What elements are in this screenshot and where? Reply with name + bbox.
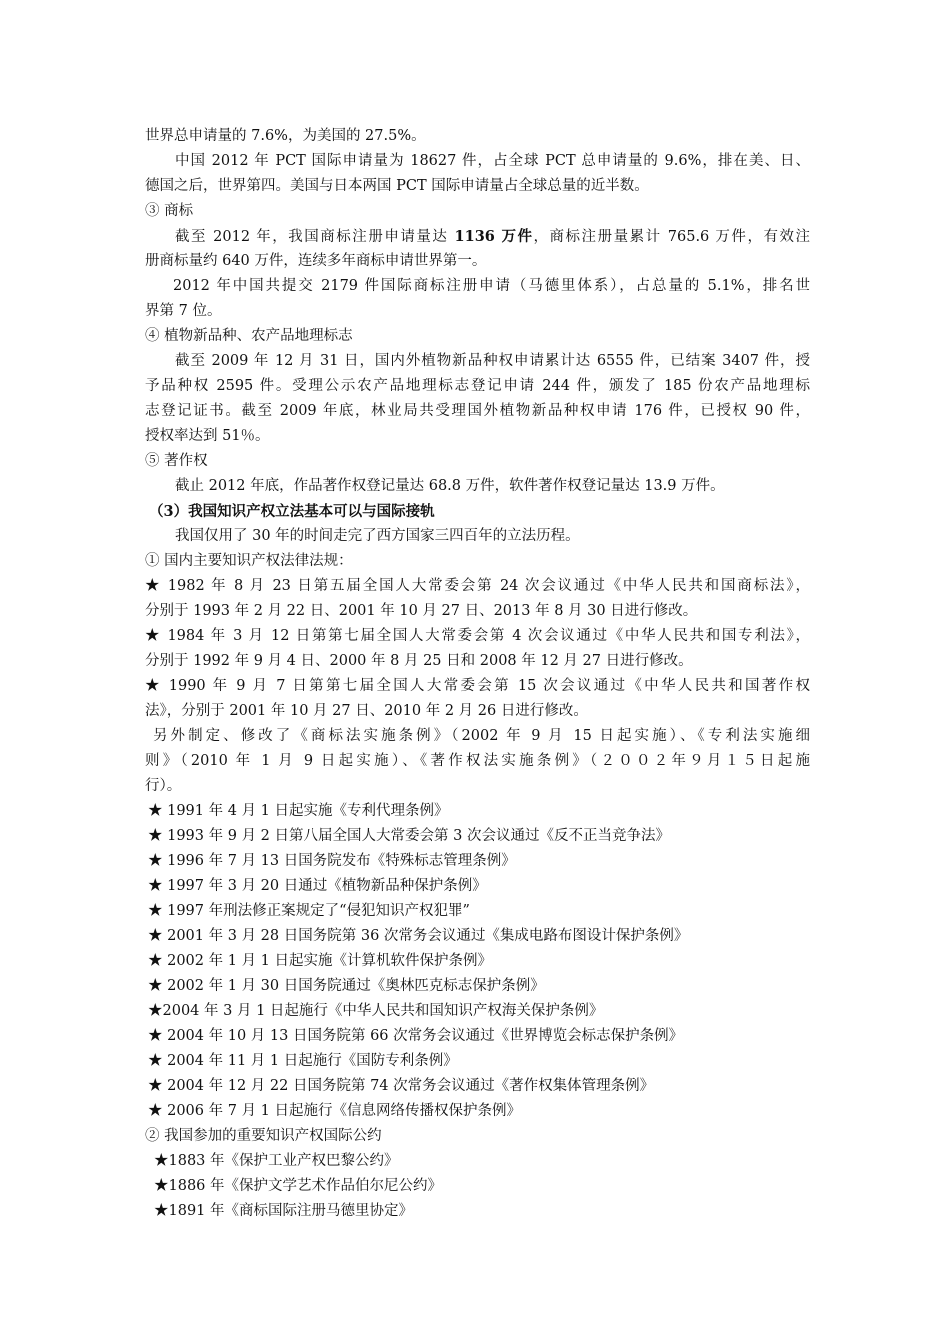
law-item-line: 法》，分别于 2001 年 10 月 27 日、2010 年 2 月 26 日进行修改。: [145, 703, 588, 719]
text-span: ，商标注册量累计 765.6 万件，有效注: [533, 229, 810, 245]
section-title-trademark: ③ 商标: [145, 203, 194, 219]
paragraph-line: 授权率达到 51％。: [145, 428, 270, 444]
subsection-title-domestic-laws: ① 国内主要知识产权法律法规：: [145, 553, 353, 569]
paragraph-line: 中国 2012 年 PCT 国际申请量为 18627 件，占全球 PCT 总申请量的 9.6%，排在美、日、: [175, 153, 810, 169]
list-item: ★ 2002 年 1 月 1 日起实施《计算机软件保护条例》: [148, 953, 493, 969]
list-item: ★1886 年《保护文学艺术作品伯尔尼公约》: [154, 1178, 443, 1194]
list-item: ★ 2004 年 11 月 1 日起施行《国防专利条例》: [148, 1053, 458, 1069]
law-item-line: 分别于 1992 年 9 月 4 日、2000 年 8 月 25 日和 2008 年 12 月 27 日进行修改。: [145, 653, 693, 669]
law-item-line: ★ 1990 年 9 月 7 日第第七届全国人大常委会第 15 次会议通过《中华人民共和国著作权: [145, 678, 810, 694]
paragraph-line: 志登记证书。截至 2009 年底，林业局共受理国外植物新品种权申请 176 件，已授权 90 件，: [145, 403, 810, 419]
highlight-count: 1136 万件: [454, 228, 534, 245]
paragraph-line: 另外制定、修改了《商标法实施条例》（2002 年 9 月 15 日起实施）、《专利法实施细: [153, 728, 810, 744]
subsection-title-intl-conventions: ② 我国参加的重要知识产权国际公约: [145, 1128, 382, 1144]
paragraph-line: 册商标量约 640 万件，连续多年商标申请世界第一。: [145, 253, 487, 269]
list-item: ★ 1996 年 7 月 13 日国务院发布《特殊标志管理条例》: [148, 853, 516, 869]
list-item: ★ 1993 年 9 月 2 日第八届全国人大常委会第 3 次会议通过《反不正当竞争法》: [148, 828, 670, 844]
list-item: ★ 2006 年 7 月 1 日起施行《信息网络传播权保护条例》: [148, 1103, 522, 1119]
list-item: ★1891 年《商标国际注册马德里协定》: [154, 1203, 414, 1219]
paragraph-line: 截至 2009 年 12 月 31 日，国内外植物新品种权申请累计达 6555 件，已结案 3407 件，授: [175, 353, 810, 369]
list-item: ★1883 年《保护工业产权巴黎公约》: [154, 1153, 399, 1169]
paragraph-line: 截止 2012 年底，作品著作权登记量达 68.8 万件，软件著作权登记量达 13.9 万件。: [175, 478, 725, 494]
paragraph-line: 行）。: [145, 778, 182, 794]
paragraph-line: 2012 年中国共提交 2179 件国际商标注册申请（马德里体系），占总量的 5.1%，排名世: [173, 278, 810, 294]
list-item: ★ 2001 年 3 月 28 日国务院第 36 次常务会议通过《集成电路布图设计保护条例》: [148, 928, 689, 944]
list-item: ★ 1991 年 4 月 1 日起实施《专利代理条例》: [148, 803, 449, 819]
law-item-line: ★ 1984 年 3 月 12 日第第七届全国人大常委会第 4 次会议通过《中华人民共和国专利法》，: [145, 628, 810, 644]
text-span: 截至 2012 年，我国商标注册申请量达: [175, 229, 455, 245]
list-item: ★ 2002 年 1 月 30 日国务院通过《奥林匹克标志保护条例》: [148, 978, 545, 994]
paragraph-line: 予品种权 2595 件。受理公示农产品地理标志登记申请 244 件，颁发了 185 份农产品地理标: [145, 378, 810, 394]
paragraph-line: 我国仅用了 30 年的时间走完了西方国家三四百年的立法历程。: [175, 528, 580, 544]
list-item: ★ 1997 年 3 月 20 日通过《植物新品种保护条例》: [148, 878, 487, 894]
paragraph-line: 世界总申请量的 7.6%，为美国的 27.5%。: [145, 128, 426, 144]
law-item-line: 分别于 1993 年 2 月 22 日、2001 年 10 月 27 日、2013 年 8 月 30 日进行修改。: [145, 603, 698, 619]
paragraph-line: [145, 224, 810, 249]
heading-legislation: （3）我国知识产权立法基本可以与国际接轨: [149, 503, 435, 520]
section-title-copyright: ⑤ 著作权: [145, 453, 208, 469]
paragraph-line: 则》（2010 年 1 月 9 日起实施）、《著作权法实施条例》（２００２年９月１５日起施: [145, 753, 810, 769]
list-item: ★ 2004 年 10 月 13 日国务院第 66 次常务会议通过《世界博览会标志保护条例》: [148, 1028, 684, 1044]
list-item: ★2004 年 3 月 1 日起施行《中华人民共和国知识产权海关保护条例》: [148, 1003, 604, 1019]
law-item-line: ★ 1982 年 8 月 23 日第五届全国人大常委会第 24 次会议通过《中华人民共和国商标法》，: [145, 578, 810, 594]
list-item: ★ 1997 年刑法修正案规定了“侵犯知识产权犯罪”: [148, 903, 470, 919]
paragraph-line: 德国之后，世界第四。美国与日本两国 PCT 国际申请量占全球总量的近半数。: [145, 178, 649, 194]
list-item: ★ 2004 年 12 月 22 日国务院第 74 次常务会议通过《著作权集体管理条例》: [148, 1078, 655, 1094]
paragraph-line: 界第 7 位。: [145, 303, 222, 319]
section-title-plant-variety: ④ 植物新品种、农产品地理标志: [145, 328, 353, 344]
